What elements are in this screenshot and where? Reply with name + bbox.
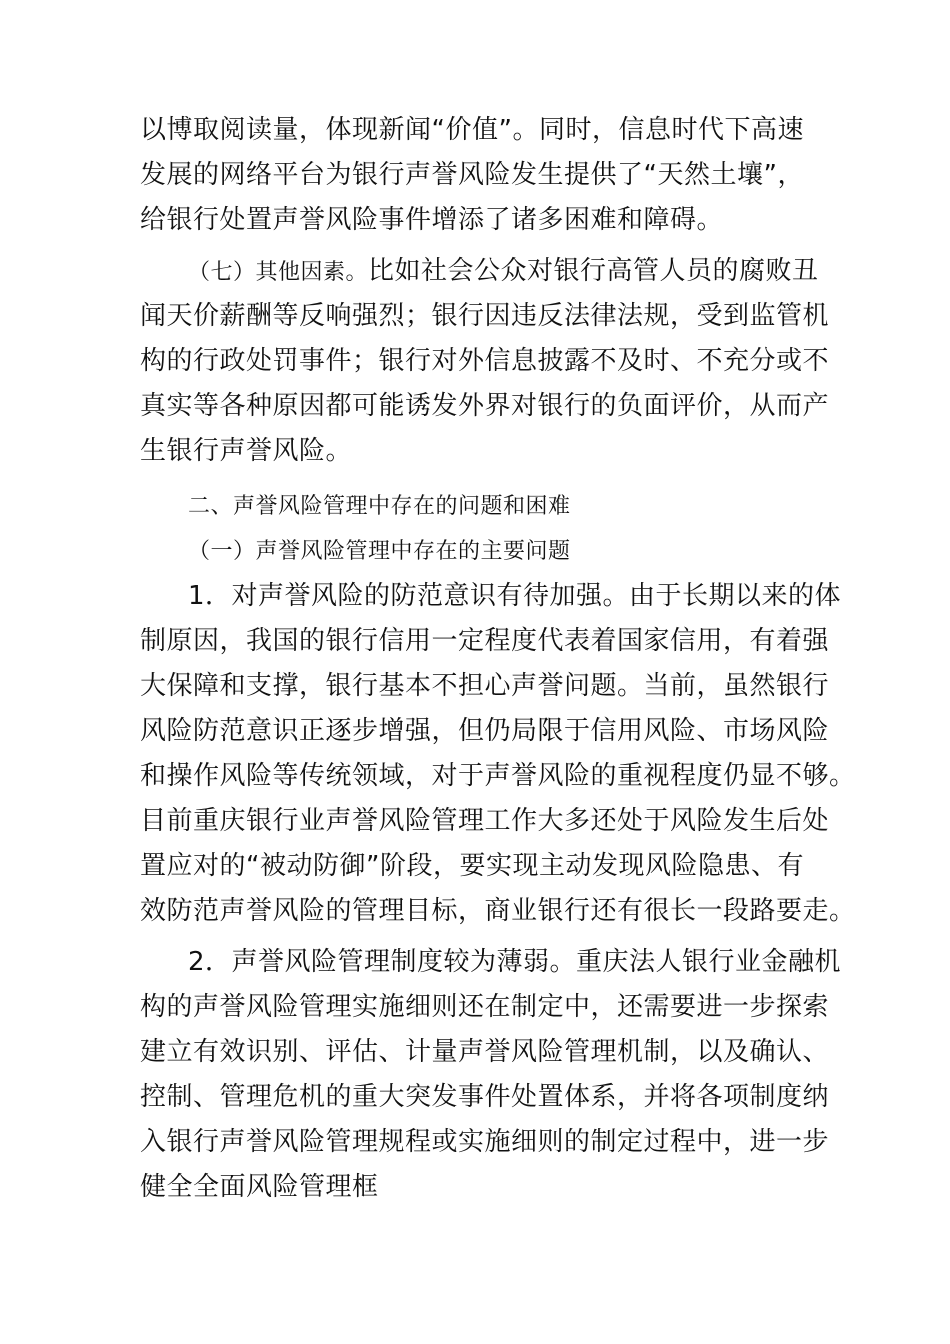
paragraph-text: 比如社会公众对银行高管人员的腐败丑 <box>368 256 819 286</box>
paragraph-line: 控制、管理危机的重大突发事件处置体系，并将各项制度纳 <box>140 1082 830 1112</box>
paragraph-line: 目前重庆银行业声誉风险管理工作大多还处于风险发生后处 <box>140 806 830 836</box>
document-page <box>140 108 856 1210</box>
section-heading: 二、声誉风险管理中存在的问题和困难 <box>188 494 571 519</box>
paragraph-line: 1．对声誉风险的防范意识有待加强。由于长期以来的体 <box>188 581 842 611</box>
paragraph-line: 置应对的“被动防御”阶段，要实现主动发现风险隐患、有 <box>140 851 804 881</box>
paragraph-line: 构的声誉风险管理实施细则还在制定中，还需要进一步探索 <box>140 992 830 1022</box>
paragraph-line: 大保障和支撑，银行基本不担心声誉问题。当前，虽然银行 <box>140 671 830 701</box>
paragraph-line: 建立有效识别、评估、计量声誉风险管理机制，以及确认、 <box>140 1037 830 1067</box>
paragraph-line: 真实等各种原因都可能诱发外界对银行的负面评价，从而产 <box>140 391 830 421</box>
paragraph-line: 制原因，我国的银行信用一定程度代表着国家信用，有着强 <box>140 626 830 656</box>
paragraph-line: 构的行政处罚事件；银行对外信息披露不及时、不充分或不 <box>140 346 830 376</box>
paragraph-line: 闻天价薪酬等反响强烈；银行因违反法律法规，受到监管机 <box>140 301 830 331</box>
paragraph-line: 入银行声誉风险管理规程或实施细则的制定过程中，进一步 <box>140 1127 830 1157</box>
paragraph-line: 发展的网络平台为银行声誉风险发生提供了“天然土壤”， <box>140 160 804 190</box>
paragraph-line: 生银行声誉风险。 <box>140 436 353 466</box>
paragraph-line: 给银行处置声誉风险事件增添了诸多困难和障碍。 <box>140 205 724 235</box>
paragraph-line-subsection-7 <box>140 249 820 294</box>
paragraph-line: 风险防范意识正逐步增强，但仍局限于信用风险、市场风险 <box>140 716 830 746</box>
subsection-heading: （一）声誉风险管理中存在的主要问题 <box>188 539 571 564</box>
subsection-heading: （七）其他因素。 <box>188 260 369 285</box>
paragraph-line: 和操作风险等传统领域，对于声誉风险的重视程度仍显不够。 <box>140 761 856 791</box>
paragraph-line: 健全全面风险管理框 <box>140 1172 379 1202</box>
paragraph-line: 2．声誉风险管理制度较为薄弱。重庆法人银行业金融机 <box>188 947 842 977</box>
paragraph-line: 以博取阅读量，体现新闻“价值”。同时，信息时代下高速 <box>140 115 804 145</box>
paragraph-line: 效防范声誉风险的管理目标，商业银行还有很长一段路要走。 <box>140 896 856 926</box>
